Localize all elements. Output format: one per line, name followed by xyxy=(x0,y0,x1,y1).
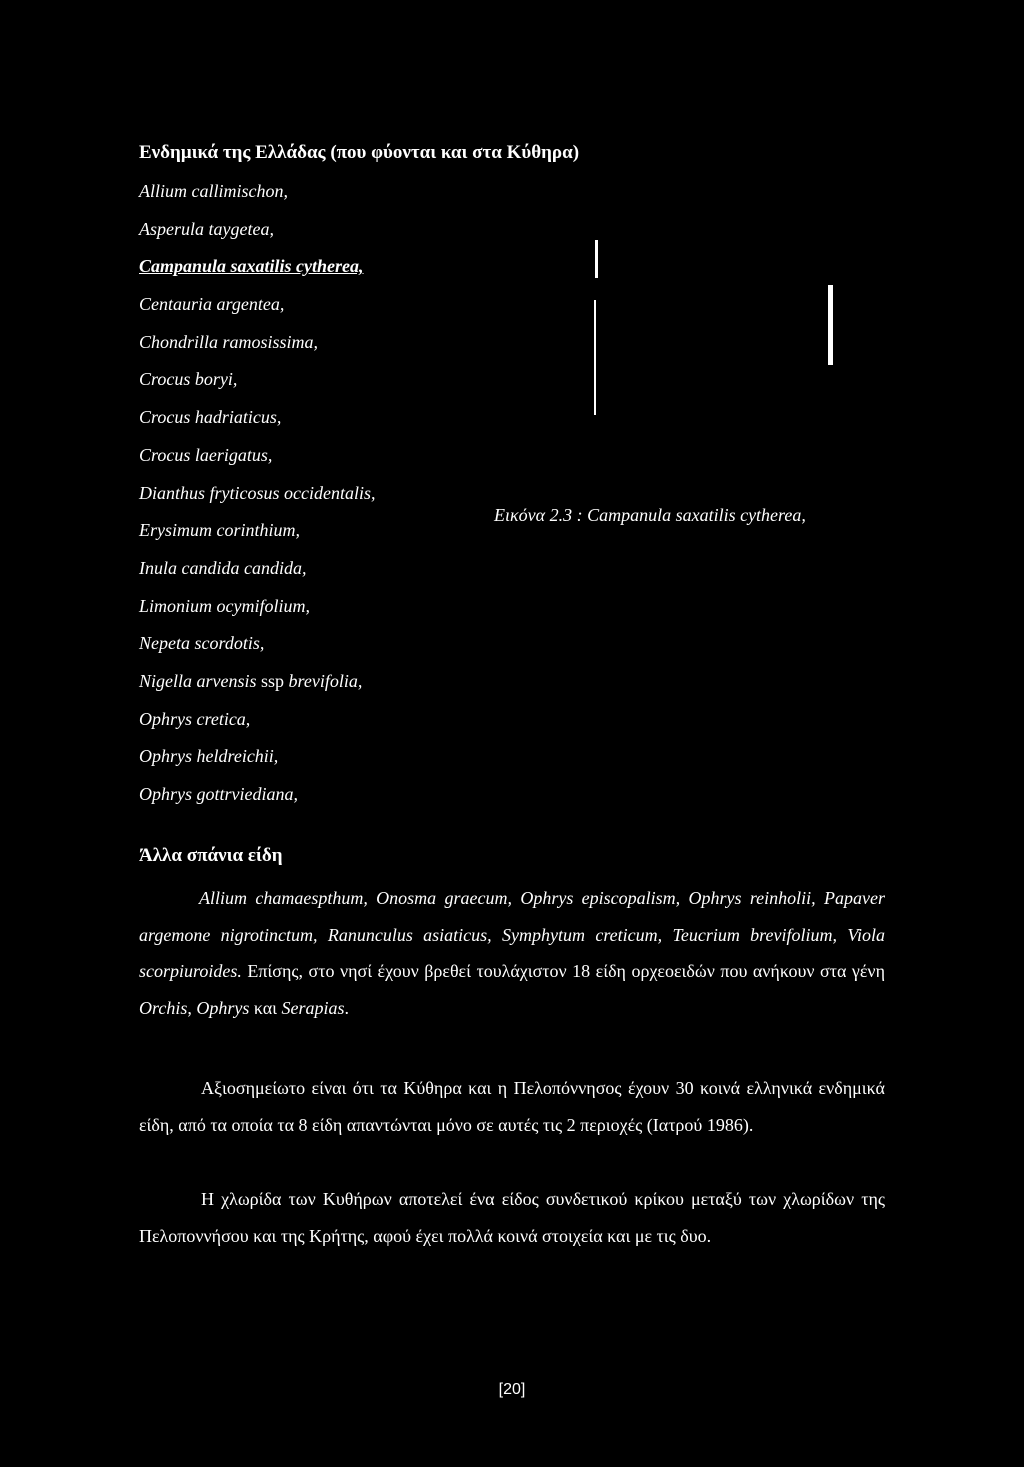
figure-image xyxy=(590,240,840,420)
species-item: Campanula saxatilis cytherea, xyxy=(139,256,364,277)
section-heading-endemic: Ενδημικά της Ελλάδας (που φύονται και στα Κύθηρα) xyxy=(139,142,580,163)
page-number: [20] xyxy=(498,1381,526,1398)
species-item: Nigella arvensis ssp brevifolia, xyxy=(139,670,363,691)
endemic-ratio-paragraph: Αξιοσημείωτο είναι ότι τα Κύθηρα και η Πελοπόννησος έχουν 30 κοινά ελληνικά ενδημικά είδη, από τα οποία τα 8 είδη απαντώνται μόνο σε αυτές τις 2 περιοχές (Ιατρού 1986). xyxy=(139,1078,885,1135)
rare-species-paragraph: Allium chamaespthum, Onosma graecum, Ophrys episcopalism, Ophrys reinholii, Papaver argemone nigrotinctum, Ranunculus asiaticus, Symphytum creticum, Teucrium brevifolium, Viola scorpiuroides. Επίσης, στο νησί έχουν βρεθεί τουλάχιστον 18 είδη ορχεοειδών που ανήκουν στα γένη Orchis, Ophrys και Serapias. xyxy=(139,888,885,1018)
species-item: Nepeta scordotis, xyxy=(139,633,265,654)
species-item: Crocus boryi, xyxy=(139,369,238,390)
species-item: Erysimum corinthium, xyxy=(139,520,300,541)
species-item: Chondrilla ramosissima, xyxy=(139,331,319,352)
species-item: Inula candida candida, xyxy=(139,557,307,578)
species-item: Limonium ocymifolium, xyxy=(139,595,310,616)
species-item: Crocus hadriaticus, xyxy=(139,407,282,428)
flora-paragraph: Η χλωρίδα των Κυθήρων αποτελεί ένα είδος συνδετικού κρίκου μεταξύ των χλωρίδων της Πελοποννήσου και της Κρήτης, αφού έχει πολλά κοινά στοιχεία και με τις δυο. xyxy=(139,1189,885,1246)
figure-caption: Εικόνα 2.3 : Campanula saxatilis cytherea, xyxy=(494,505,806,525)
endemic-species-list xyxy=(139,180,375,821)
species-item: Ophrys cretica, xyxy=(139,708,251,729)
species-item: Asperula taygetea, xyxy=(139,218,274,239)
species-item: Ophrys heldreichii, xyxy=(139,746,279,767)
species-item: Dianthus fryticosus occidentalis, xyxy=(139,482,376,503)
species-item: Crocus laerigatus, xyxy=(139,444,273,465)
species-item: Centauria argentea, xyxy=(139,294,285,315)
section-heading-rare: Άλλα σπάνια είδη xyxy=(139,845,283,866)
species-item: Ophrys gottrviediana, xyxy=(139,784,298,804)
species-item: Allium callimischon, xyxy=(139,181,288,201)
